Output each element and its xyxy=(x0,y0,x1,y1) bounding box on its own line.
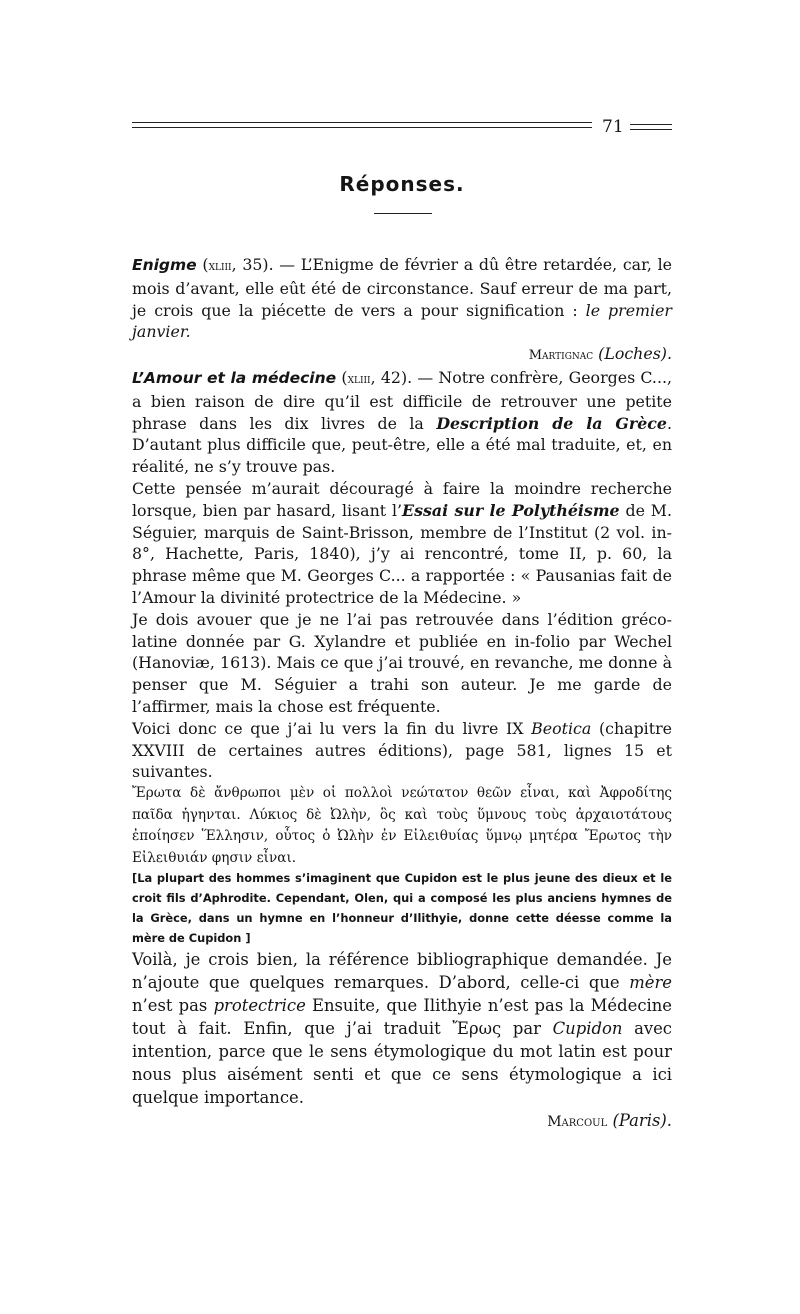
enigme-ref-open: ( xyxy=(202,255,209,274)
page-title: Réponses. xyxy=(339,172,465,196)
translation-note: [La plupart des hommes s’imaginent que Cupidon est le plus jeune des dieux et le croit fils d’Aphrodite. Cependant, Olen, qui a composé les plus anciens hymnes de la Grèce, dans un hymne en l’honneur d’Ilithyie, donne cette déesse comme la mère de Cupidon ] xyxy=(132,871,672,945)
conclusion-text-2: n’est pas xyxy=(132,996,214,1016)
enigme-entry xyxy=(132,254,672,343)
amour-ref-close: , 42). xyxy=(370,367,413,387)
enigme-text: — L’Enigme de février a dû être retardée, car, le mois d’avant, elle eût été de circonstance. Sauf erreur de ma part, je crois que la piécette de vers a pour signification : xyxy=(132,255,672,320)
greek-quotation: Ἔρωτα δὲ ἄνθρωποι μὲν οἱ πολλοὶ νεώτατον θεῶν εἶναι, καὶ Ἀφροδίτης παῖδα ἡγηνται. Λύκιος δὲ Ὠλὴν, ὃς καὶ τοὺς ὕμνους τοὺς ἀρχαιοτάτους ἐποίησεν Ἕλλησιν, οὗτος ὁ Ὠλὴν ἐν Εἰλειθυίας ὕμνῳ μητέρα Ἔρωτος τὴν Εἰλειθυιάν φησιν εἶναι. xyxy=(132,785,672,866)
amour-p4-book: Beotica xyxy=(531,718,592,738)
amour-p2-rest: de M. Séguier, marquis de Saint-Brisson, membre de l’Institut (2 vol. in-8°, Hachette, Paris, 1840), j’y ai rencontré, tome II, p. 60, la phrase même que M. Georges C... a rapportée : « Pausanias fait de l’Amour la divinité protectrice de la Médecine. » xyxy=(132,500,672,607)
conclusion-text-3: Ensuite, que Ilithyie n’est pas la Médecine tout à fait. Enfin, que j’ai traduit xyxy=(132,996,673,1039)
amour-signature xyxy=(132,1109,672,1134)
enigme-signature xyxy=(132,343,672,367)
amour-paragraph-3 xyxy=(132,609,672,718)
title-rule xyxy=(374,213,432,214)
amour-p1-rest: . D’autant plus difficile que, peut-être, elle a été mal traduite, et, en réalité, ne s’y trouve pas. xyxy=(132,413,672,477)
amour-signature-name: Marcoul xyxy=(547,1114,608,1131)
amour-paragraph-2 xyxy=(132,478,672,609)
enigme-signature-place: (Loches). xyxy=(598,344,672,364)
amour-p2-text: Cette pensée m’aurait découragé à faire la moindre recherche lorsque, bien par hasard, lisant l’ xyxy=(132,478,672,520)
conclusion-word-eros: Ἔρως xyxy=(452,1019,502,1039)
header-rule-right-bottom xyxy=(630,129,672,130)
enigme-ref-close: , 35). xyxy=(231,255,274,274)
header-rule-right-top xyxy=(630,124,672,125)
amour-p3-text: Je dois avouer que je ne l’ai pas retrouvée dans l’édition gréco-latine donnée par G. Xylandre et publiée en in-folio par Wechel (Hanoviæ, 1613). Mais ce que j’ai trouvé, en revanche, me donne à penser que M. Séguier a trahi son auteur. Je me garde de l’affirmer, mais la chose est fréquente. xyxy=(132,609,672,716)
enigme-ref-volume: xliii xyxy=(208,259,232,274)
conclusion-text-1: Voilà, je crois bien, la référence bibliographique demandée. Je n’ajoute que quelques remarques. D’abord, celle-ci que xyxy=(132,950,672,993)
enigme-heading: Enigme xyxy=(132,256,197,274)
conclusion-text-5: avec intention, parce que le sens étymologique du mot latin est pour nous plus aisément senti et que ce sens étymologique a ici quelque importance. xyxy=(132,1019,672,1108)
conclusion-word-protectrice: protectrice xyxy=(213,996,306,1016)
amour-paragraph-1 xyxy=(132,367,672,478)
page-header xyxy=(132,117,672,137)
conclusion-text-4: par xyxy=(501,1019,553,1039)
amour-signature-place: (Paris). xyxy=(612,1111,672,1131)
conclusion-word-mere: mère xyxy=(629,973,672,993)
amour-ref-open: ( xyxy=(336,367,348,387)
amour-heading: L’Amour et la médecine xyxy=(132,368,337,387)
conclusion-word-cupidon: Cupidon xyxy=(552,1019,623,1039)
amour-p1-book-title: Description de la Grèce xyxy=(436,413,667,433)
enigme-signature-name: Martignac xyxy=(528,348,594,364)
body-text xyxy=(132,254,672,1134)
amour-paragraph-4 xyxy=(132,718,672,783)
header-rule-bottom xyxy=(132,127,592,128)
amour-p4-text: Voici donc ce que j’ai lu vers la fin du livre IX xyxy=(132,718,532,738)
enigme-answer: le premier janvier. xyxy=(132,300,672,342)
amour-p1-text: — Notre confrère, Georges C..., a bien raison de dire qu’il est difficile de retrouver une petite phrase dans les dix livres de la xyxy=(132,367,673,433)
amour-p2-book-title: Essai sur le Polythéisme xyxy=(402,500,620,520)
amour-p4-rest: (chapitre XXVIII de certaines autres éditions), page 581, lignes 15 et suivantes. xyxy=(132,718,672,782)
page-number: 71 xyxy=(602,117,624,137)
amour-conclusion xyxy=(132,948,672,1109)
header-rule-top xyxy=(132,122,592,123)
amour-ref-volume: xliii xyxy=(347,371,371,387)
